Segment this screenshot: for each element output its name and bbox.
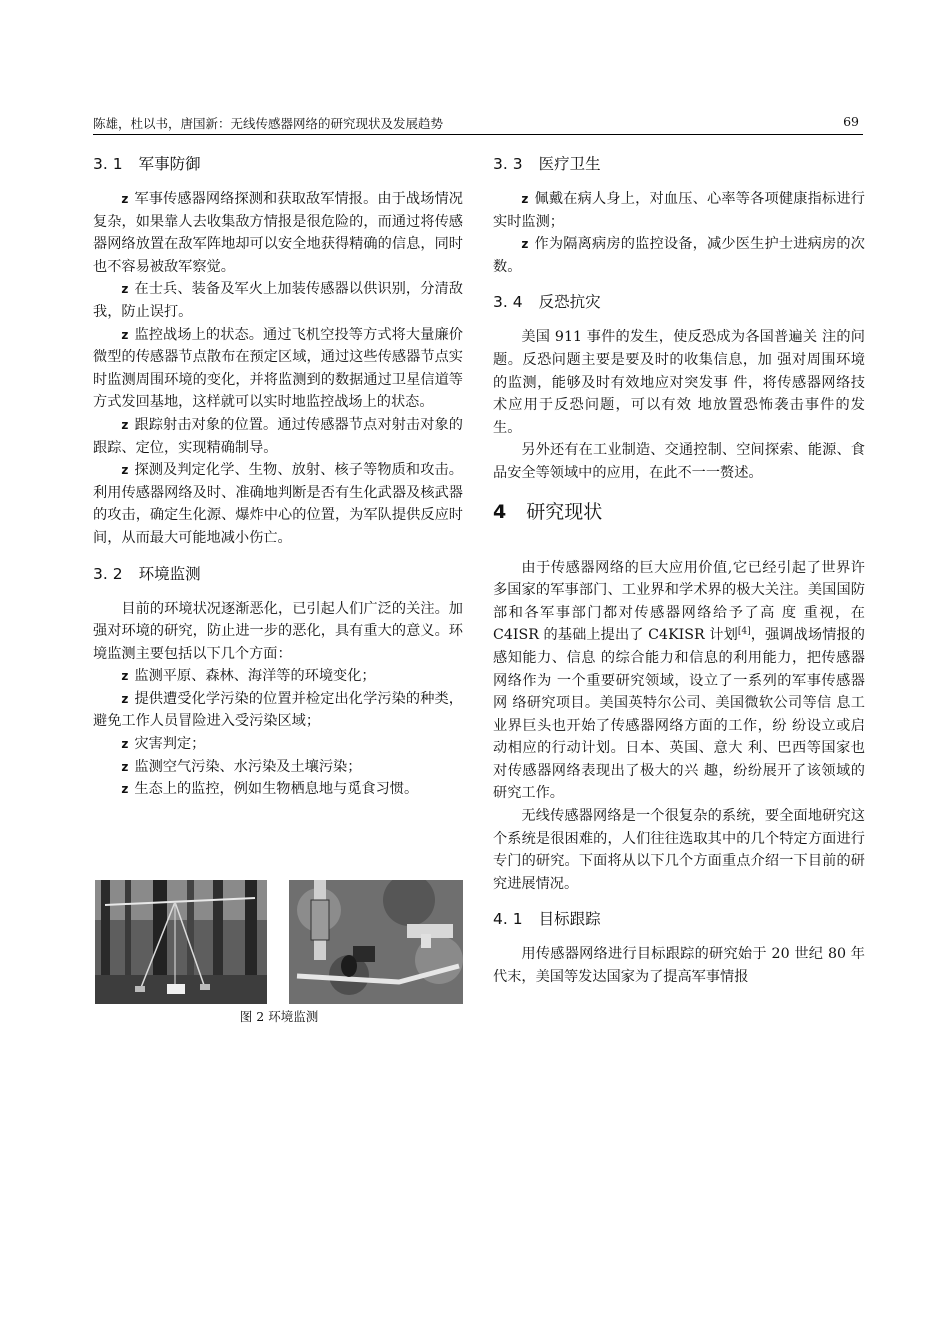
left-column (93, 152, 463, 801)
bullet-icon: z (121, 417, 129, 432)
list-item: z 在士兵、装备及军火上加装传感器以供识别，分清敌我，防止误打。 (93, 281, 463, 320)
section-4-1-heading: 4. 1 目标跟踪 (493, 910, 601, 929)
bullet-icon: z (121, 282, 129, 297)
running-header (93, 114, 863, 135)
section-3-4-paragraph: 另外还有在工业制造、交通控制、空间探索、能源、食品安全等领域中的应用，在此不一一赘述。 (493, 442, 865, 481)
section-3-3-heading: 3. 3 医疗卫生 (493, 155, 601, 173)
bullet-icon: z (121, 737, 129, 752)
list-item: z 监测平原、森林、海洋等的环境变化； (121, 668, 376, 685)
section-4-paragraph: 由于传感器网络的巨大应用价值,它已经引起了世界许多国家的军事部门、工业界和学术界的极大关注。美国国防部和各军事部门都对传感器网络给予了高 度 重视，在 C4ISR 的基础上提出了 C4KISR 计划[4]，强调战场情报的感知能力、信息 的综合能力和信息的利用能力，把传感器网络作为 一个重要研究领域，设立了一系列的军事传感器网 络研究项目。美国英特尔公司、美国微软公司等信 息工业界巨头也开始了传感器网络方面的工作，纷 纷设立或启动相应的行动计划。日本、英国、意大 利、巴西等国家也对传感器网络表现出了极大的兴 趣，纷纷展开了该领域的研究工作。 (493, 559, 865, 802)
section-3-2-heading: 3. 2 环境监测 (93, 564, 201, 583)
bullet-icon: z (521, 237, 529, 252)
bird-feeder-photo (289, 880, 463, 1004)
section-3-2-intro: 目前的环境状况逐渐恶化，已引起人们广泛的关注。加强对环境的研究，防止进一步的恶化，具有重大的意义。环境监测主要包括以下几个方面： (93, 600, 463, 662)
running-title: 陈雄，杜以书，唐国新：无线传感器网络的研究现状及发展趋势 (93, 116, 444, 131)
figure-caption: 图 2 环境监测 (239, 1009, 319, 1024)
bullet-icon: z (121, 327, 129, 342)
citation-ref: [4] (737, 626, 751, 637)
section-3-4-paragraph: 美国 911 事件的发生，使反恐成为各国普遍关 注的问题。反恐问题主要是要及时的收集信息，加 强对周围环境的监测，能够及时有效地应对突发事 件，将传感器网络技术应用于反恐问题，可以有效 地放置恐怖袭击事件的发生。 (493, 329, 865, 436)
bullet-icon: z (121, 669, 129, 684)
section-4-1-paragraph: 用传感器网络进行目标跟踪的研究始于 20 世纪 80 年代末，美国等发达国家为了提高军事情报 (493, 946, 865, 986)
bullet-icon: z (121, 691, 129, 706)
section-3-1-heading: 3. 1 军事防御 (93, 155, 201, 173)
section-4-heading: 4 研究现状 (493, 500, 603, 523)
page-number: 69 (843, 114, 859, 129)
right-column (493, 152, 865, 989)
list-item: z 军事传感器网络探测和获取敌军情报。由于战场情况复杂，如果靠人去收集敌方情报是很危险的，而通过将传感器网络放置在敌军阵地却可以安全地获得精确的信息，同时也不容易被敌军察觉。 (93, 191, 463, 275)
bullet-icon: z (121, 192, 129, 206)
list-item: z 跟踪射击对象的位置。通过传感器节点对射击对象的跟踪、定位，实现精确制导。 (93, 416, 463, 456)
bullet-icon: z (121, 463, 129, 478)
forest-sensor-photo (95, 880, 267, 1004)
list-item: z 佩戴在病人身上，对血压、心率等各项健康指标进行实时监测； (493, 191, 865, 230)
list-item: z 监测空气污染、水污染及土壤污染； (121, 758, 362, 775)
list-item: z 探测及判定化学、生物、放射、核子等物质和攻击。利用传感器网络及时、准确地判断是否有生化武器及核武器的攻击，确定生化源、爆炸中心的位置，为军队提供反应时间，从而最大可能地减小伤亡。 (93, 462, 463, 546)
bullet-icon: z (121, 782, 129, 797)
list-item: z 生态上的监控，例如生物栖息地与觅食习惯。 (121, 781, 419, 798)
section-3-4-heading: 3. 4 反恐抗灾 (493, 293, 601, 312)
list-item: z 监控战场上的状态。通过飞机空投等方式将大量廉价微型的传感器节点散布在预定区域，通过这些传感器节点实时监测周围环境的变化，并将监测到的数据通过卫星信道等方式发回基地，这样就可以实时地监控战场上的状态。 (93, 326, 463, 411)
section-4-paragraph: 无线传感器网络是一个很复杂的系统，要全面地研究这个系统是很困难的，人们往往选取其中的几个特定方面进行专门的研究。下面将从以下几个方面重点介绍一下目前的研究进展情况。 (493, 808, 865, 892)
list-item: z 提供遭受化学污染的位置并检定出化学污染的种类，避免工作人员冒险进入受污染区域； (93, 690, 463, 730)
bullet-icon: z (521, 192, 529, 206)
list-item: z 灾害判定； (121, 736, 206, 753)
list-item: z 作为隔离病房的监控设备，减少医生护士进病房的次数。 (493, 236, 865, 275)
bullet-icon: z (121, 759, 129, 774)
